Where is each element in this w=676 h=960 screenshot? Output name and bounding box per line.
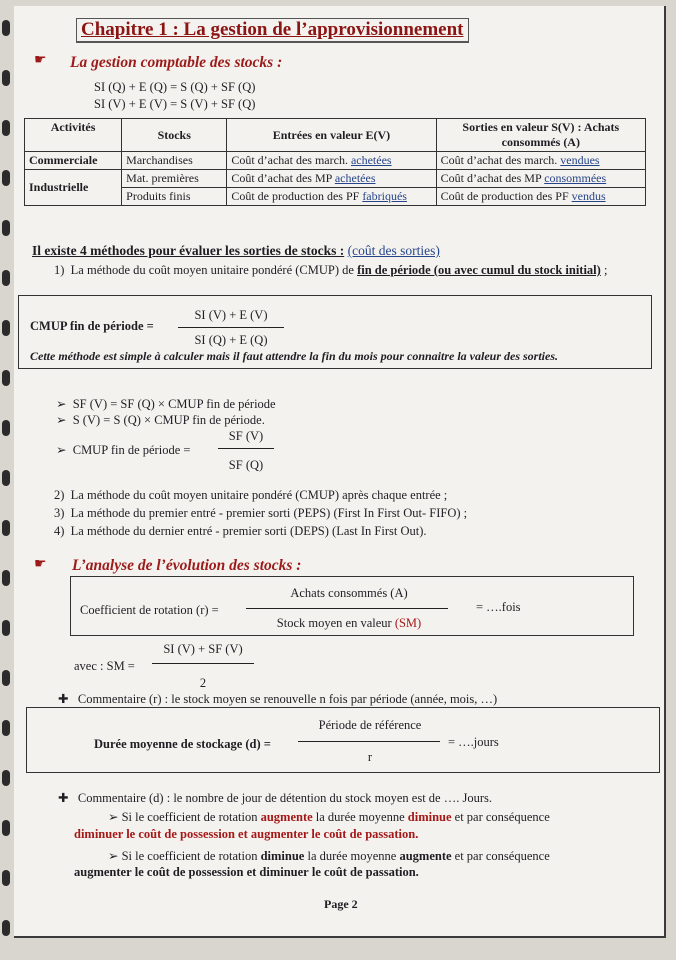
cmup-denominator: SI (Q) + E (Q): [194, 333, 268, 347]
duration-numerator: Période de référence: [318, 718, 422, 732]
fraction-bar: [246, 608, 448, 609]
method-2: 2) La méthode du coût moyen unitaire pondéré (CMUP) après chaque entrée ;: [54, 488, 448, 502]
header-sorties: Sorties en valeur S(V) : Achats consommés (A): [436, 119, 645, 152]
page-number: Page 2: [324, 897, 358, 911]
stock-cell: Produits finis: [122, 188, 227, 206]
method-3: 3) La méthode du premier entré - premier sorti (PEPS) (First In First Out- FIFO) ;: [54, 506, 468, 520]
sortie-cell: Coût d’achat des march. vendues: [436, 152, 645, 170]
rule-increase: ➢ Si le coefficient de rotation augmente la durée moyenne diminue et par conséquence: [108, 810, 550, 824]
table-header-row: [25, 119, 646, 152]
entree-cell: Coût d’achat des MP achetées: [227, 170, 436, 188]
comment-duration: ✚ Commentaire (d) : le nombre de jour de détention du stock moyen est de …. Jours.: [58, 791, 493, 805]
rule-decrease-consequence: augmenter le coût de possession et diminuer le coût de passation.: [74, 865, 419, 879]
cmup-sf-numerator: SF (V): [228, 429, 264, 443]
rotation-result: = ….fois: [476, 600, 521, 614]
fraction-bar: [298, 741, 440, 742]
header-stocks: Stocks: [122, 119, 227, 152]
stock-equation-value: SI (V) + E (V) = S (V) + SF (Q): [94, 97, 256, 111]
pointing-hand-icon: ☛: [34, 557, 47, 572]
cmup-label: CMUP fin de période =: [30, 319, 154, 333]
header-activites: Activités: [25, 119, 122, 152]
cmup-sf-denominator: SF (Q): [228, 458, 264, 472]
cmup-note: Cette méthode est simple à calculer mais il faut attendre la fin du mois pour connaitre la valeur des sorties.: [30, 349, 559, 363]
stock-cell: Mat. premières: [122, 170, 227, 188]
sm-label: avec : SM =: [74, 659, 135, 673]
stock-cell: Marchandises: [122, 152, 227, 170]
section-title-stocks: La gestion comptable des stocks :: [70, 54, 283, 71]
entree-cell: Coût d’achat des march. achetées: [227, 152, 436, 170]
activity-commerciale: Commerciale: [25, 152, 122, 170]
duration-result: = ….jours: [448, 735, 499, 749]
duration-denominator: r: [367, 750, 373, 764]
duration-label: Durée moyenne de stockage (d) =: [94, 737, 271, 751]
bullet-s: ➢ S (V) = S (Q) × CMUP fin de période.: [56, 413, 265, 427]
table-row: [25, 170, 646, 188]
sm-denominator: 2: [199, 676, 207, 690]
fraction-bar: [178, 327, 284, 328]
sortie-cell: Coût d’achat des MP consommées: [436, 170, 645, 188]
bullet-sf: ➢ SF (V) = SF (Q) × CMUP fin de période: [56, 397, 276, 411]
sortie-cell: Coût de production des PF vendus: [436, 188, 645, 206]
rotation-label: Coefficient de rotation (r) =: [80, 603, 219, 617]
binder-rings: [0, 0, 14, 960]
stock-table: [24, 118, 646, 206]
cmup-numerator: SI (V) + E (V): [194, 308, 268, 322]
rotation-denominator: Stock moyen en valeur (SM): [276, 616, 422, 630]
entree-cell: Coût de production des PF fabriqués: [227, 188, 436, 206]
sm-numerator: SI (V) + SF (V): [163, 642, 243, 656]
rule-decrease: ➢ Si le coefficient de rotation diminue la durée moyenne augmente et par conséquence: [108, 849, 550, 863]
bullet-cmup: ➢ CMUP fin de période =: [56, 443, 191, 457]
method-1: 1) La méthode du coût moyen unitaire pondéré (CMUP) de fin de période (ou avec cumul du stock initial) ;: [54, 263, 608, 277]
rotation-numerator: Achats consommés (A): [290, 586, 408, 600]
rule-increase-consequence: diminuer le coût de possession et augmenter le coût de passation.: [74, 827, 419, 841]
chapter-title: Chapitre 1 : La gestion de l’approvisionnement: [76, 18, 469, 43]
stock-equation-quantity: SI (Q) + E (Q) = S (Q) + SF (Q): [94, 80, 256, 94]
method-4: 4) La méthode du dernier entré - premier sorti (DEPS) (Last In First Out).: [54, 524, 427, 538]
methods-heading: Il existe 4 méthodes pour évaluer les sorties de stocks : (coût des sorties): [32, 243, 440, 258]
section-title-analysis: L’analyse de l’évolution des stocks :: [72, 557, 302, 574]
comment-rotation: ✚ Commentaire (r) : le stock moyen se renouvelle n fois par période (année, mois, …): [58, 692, 498, 706]
header-entrees: Entrées en valeur E(V): [227, 119, 436, 152]
table-row: [25, 152, 646, 170]
pointing-hand-icon: ☛: [34, 53, 47, 68]
activity-industrielle: Industrielle: [25, 170, 122, 206]
fraction-bar: [152, 663, 254, 664]
fraction-bar: [218, 448, 274, 449]
